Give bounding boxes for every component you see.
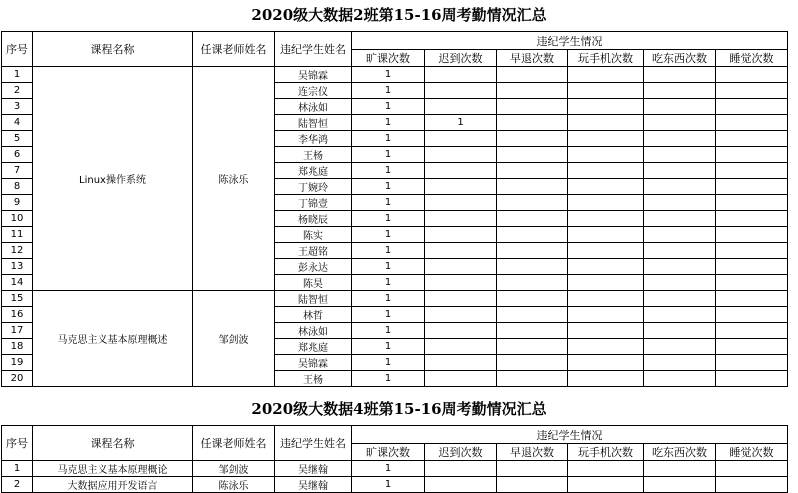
student-cell[interactable]: 丁婉玲 xyxy=(275,179,352,195)
phone-count-cell[interactable] xyxy=(568,275,644,291)
early-count-cell[interactable] xyxy=(497,323,568,339)
course-header[interactable]: 课程名称 xyxy=(33,426,193,461)
phone-count-cell[interactable] xyxy=(568,323,644,339)
early-count-cell[interactable] xyxy=(497,355,568,371)
student-cell[interactable]: 陈昊 xyxy=(275,275,352,291)
seq-cell[interactable]: 11 xyxy=(2,227,33,243)
phone-count-cell[interactable] xyxy=(568,243,644,259)
student-cell[interactable]: 郑兆庭 xyxy=(275,339,352,355)
late-count-cell[interactable]: 1 xyxy=(425,115,497,131)
student-cell[interactable]: 杨晓辰 xyxy=(275,211,352,227)
early-count-cell[interactable] xyxy=(497,83,568,99)
absent-count-cell[interactable]: 1 xyxy=(352,83,425,99)
phone-count-cell[interactable] xyxy=(568,211,644,227)
student-cell[interactable]: 王杨 xyxy=(275,371,352,387)
absent-count-cell[interactable]: 1 xyxy=(352,307,425,323)
student-cell[interactable]: 彭永达 xyxy=(275,259,352,275)
phone-count-cell[interactable] xyxy=(568,163,644,179)
phone-count-cell[interactable] xyxy=(568,355,644,371)
student-cell[interactable]: 林泳如 xyxy=(275,99,352,115)
absent-count-cell[interactable]: 1 xyxy=(352,147,425,163)
sleep-count-cell[interactable] xyxy=(716,195,788,211)
absent-count-header[interactable]: 旷课次数 xyxy=(352,50,425,67)
sleeping-count-header[interactable]: 睡觉次数 xyxy=(716,444,788,461)
early-count-cell[interactable] xyxy=(497,339,568,355)
early-count-cell[interactable] xyxy=(497,195,568,211)
phone-count-cell[interactable] xyxy=(568,227,644,243)
early-count-cell[interactable] xyxy=(497,99,568,115)
sleep-count-cell[interactable] xyxy=(716,339,788,355)
absent-count-cell[interactable]: 1 xyxy=(352,291,425,307)
late-count-cell[interactable] xyxy=(425,323,497,339)
late-count-cell[interactable] xyxy=(425,195,497,211)
seq-header[interactable]: 序号 xyxy=(2,32,33,67)
absent-count-header[interactable]: 旷课次数 xyxy=(352,444,425,461)
eat-count-cell[interactable] xyxy=(644,147,716,163)
table-row xyxy=(2,291,788,307)
student-header[interactable]: 违纪学生姓名 xyxy=(275,32,352,67)
phone-count-cell[interactable] xyxy=(568,83,644,99)
violation-group-header[interactable]: 违纪学生情况 xyxy=(352,32,788,50)
absent-count-cell[interactable]: 1 xyxy=(352,461,425,477)
late-count-cell[interactable] xyxy=(425,67,497,83)
early-count-cell[interactable] xyxy=(497,163,568,179)
student-cell[interactable]: 连宗仪 xyxy=(275,83,352,99)
seq-cell[interactable]: 20 xyxy=(2,371,33,387)
early-count-cell[interactable] xyxy=(497,179,568,195)
seq-cell[interactable]: 13 xyxy=(2,259,33,275)
eat-count-cell[interactable] xyxy=(644,323,716,339)
phone-count-cell[interactable] xyxy=(568,461,644,477)
student-cell[interactable]: 丁锦壹 xyxy=(275,195,352,211)
student-header[interactable]: 违纪学生姓名 xyxy=(275,426,352,461)
section-title: 2020级大数据2班第15-16周考勤情况汇总 xyxy=(251,6,547,24)
student-cell[interactable]: 李华鸿 xyxy=(275,131,352,147)
sleep-count-cell[interactable] xyxy=(716,83,788,99)
student-cell[interactable]: 王超铭 xyxy=(275,243,352,259)
seq-cell[interactable]: 2 xyxy=(2,83,33,99)
sleep-count-cell[interactable] xyxy=(716,461,788,477)
phone-count-cell[interactable] xyxy=(568,307,644,323)
absent-count-cell[interactable]: 1 xyxy=(352,163,425,179)
student-cell[interactable]: 陈实 xyxy=(275,227,352,243)
late-count-cell[interactable] xyxy=(425,83,497,99)
student-cell[interactable]: 林泳如 xyxy=(275,323,352,339)
eat-count-cell[interactable] xyxy=(644,291,716,307)
seq-cell[interactable]: 2 xyxy=(2,477,33,493)
course-header[interactable]: 课程名称 xyxy=(33,32,193,67)
sleeping-count-header[interactable]: 睡觉次数 xyxy=(716,50,788,67)
absent-count-cell[interactable]: 1 xyxy=(352,179,425,195)
sleep-count-cell[interactable] xyxy=(716,323,788,339)
early-count-cell[interactable] xyxy=(497,227,568,243)
sleep-count-cell[interactable] xyxy=(716,307,788,323)
table-row xyxy=(2,477,788,493)
sleep-count-cell[interactable] xyxy=(716,163,788,179)
late-count-header[interactable]: 迟到次数 xyxy=(425,444,497,461)
sleep-count-cell[interactable] xyxy=(716,243,788,259)
early-count-cell[interactable] xyxy=(497,259,568,275)
eat-count-cell[interactable] xyxy=(644,227,716,243)
seq-cell[interactable]: 14 xyxy=(2,275,33,291)
course-cell[interactable]: 马克思主义基本原理概述 xyxy=(33,291,193,387)
early-leave-count-header[interactable]: 早退次数 xyxy=(497,50,568,67)
student-cell[interactable]: 郑兆庭 xyxy=(275,163,352,179)
absent-count-cell[interactable]: 1 xyxy=(352,115,425,131)
eat-count-cell[interactable] xyxy=(644,461,716,477)
eat-count-cell[interactable] xyxy=(644,163,716,179)
early-count-cell[interactable] xyxy=(497,291,568,307)
phone-count-cell[interactable] xyxy=(568,99,644,115)
phone-count-cell[interactable] xyxy=(568,195,644,211)
seq-cell[interactable]: 18 xyxy=(2,339,33,355)
attendance-table xyxy=(1,31,788,387)
sleep-count-cell[interactable] xyxy=(716,67,788,83)
late-count-cell[interactable] xyxy=(425,259,497,275)
seq-cell[interactable]: 4 xyxy=(2,115,33,131)
violation-group-header[interactable]: 违纪学生情况 xyxy=(352,426,788,444)
sleep-count-cell[interactable] xyxy=(716,291,788,307)
late-count-cell[interactable] xyxy=(425,243,497,259)
early-count-cell[interactable] xyxy=(497,211,568,227)
seq-cell[interactable]: 16 xyxy=(2,307,33,323)
late-count-cell[interactable] xyxy=(425,339,497,355)
late-count-cell[interactable] xyxy=(425,163,497,179)
late-count-cell[interactable] xyxy=(425,147,497,163)
student-cell[interactable]: 吴锦霖 xyxy=(275,67,352,83)
course-cell[interactable]: 大数据应用开发语言 xyxy=(33,477,193,493)
student-cell[interactable]: 吴继翰 xyxy=(275,461,352,477)
eat-count-cell[interactable] xyxy=(644,371,716,387)
phone-count-cell[interactable] xyxy=(568,147,644,163)
absent-count-cell[interactable]: 1 xyxy=(352,477,425,493)
eat-count-cell[interactable] xyxy=(644,243,716,259)
seq-cell[interactable]: 3 xyxy=(2,99,33,115)
absent-count-cell[interactable]: 1 xyxy=(352,99,425,115)
eating-count-header[interactable]: 吃东西次数 xyxy=(644,444,716,461)
early-count-cell[interactable] xyxy=(497,243,568,259)
late-count-cell[interactable] xyxy=(425,355,497,371)
teacher-cell[interactable]: 邹剑波 xyxy=(193,291,275,387)
absent-count-cell[interactable]: 1 xyxy=(352,371,425,387)
teacher-cell[interactable]: 邹剑波 xyxy=(193,461,275,477)
phone-count-cell[interactable] xyxy=(568,179,644,195)
phone-count-cell[interactable] xyxy=(568,115,644,131)
teacher-cell[interactable]: 陈泳乐 xyxy=(193,67,275,291)
attendance-table xyxy=(1,425,788,493)
sleep-count-cell[interactable] xyxy=(716,99,788,115)
seq-cell[interactable]: 19 xyxy=(2,355,33,371)
absent-count-cell[interactable]: 1 xyxy=(352,131,425,147)
seq-cell[interactable]: 9 xyxy=(2,195,33,211)
early-count-cell[interactable] xyxy=(497,275,568,291)
seq-cell[interactable]: 8 xyxy=(2,179,33,195)
early-leave-count-header[interactable]: 早退次数 xyxy=(497,444,568,461)
seq-cell[interactable]: 12 xyxy=(2,243,33,259)
seq-header[interactable]: 序号 xyxy=(2,426,33,461)
early-count-cell[interactable] xyxy=(497,67,568,83)
late-count-cell[interactable] xyxy=(425,131,497,147)
eat-count-cell[interactable] xyxy=(644,259,716,275)
eat-count-cell[interactable] xyxy=(644,211,716,227)
absent-count-cell[interactable]: 1 xyxy=(352,243,425,259)
late-count-cell[interactable] xyxy=(425,307,497,323)
sleep-count-cell[interactable] xyxy=(716,131,788,147)
seq-cell[interactable]: 7 xyxy=(2,163,33,179)
sleep-count-cell[interactable] xyxy=(716,115,788,131)
early-count-cell[interactable] xyxy=(497,115,568,131)
student-cell[interactable]: 林哲 xyxy=(275,307,352,323)
phone-count-cell[interactable] xyxy=(568,291,644,307)
phone-count-cell[interactable] xyxy=(568,131,644,147)
student-cell[interactable]: 陆智恒 xyxy=(275,291,352,307)
phone-count-cell[interactable] xyxy=(568,259,644,275)
early-count-cell[interactable] xyxy=(497,477,568,493)
absent-count-cell[interactable]: 1 xyxy=(352,195,425,211)
absent-count-cell[interactable]: 1 xyxy=(352,67,425,83)
table-row xyxy=(2,461,788,477)
eating-count-header[interactable]: 吃东西次数 xyxy=(644,50,716,67)
sleep-count-cell[interactable] xyxy=(716,275,788,291)
absent-count-cell[interactable]: 1 xyxy=(352,227,425,243)
course-cell[interactable]: 马克思主义基本原理概论 xyxy=(33,461,193,477)
sleep-count-cell[interactable] xyxy=(716,259,788,275)
course-cell[interactable]: Linux操作系统 xyxy=(33,67,193,291)
student-cell[interactable]: 吴继翰 xyxy=(275,477,352,493)
eat-count-cell[interactable] xyxy=(644,131,716,147)
absent-count-cell[interactable]: 1 xyxy=(352,259,425,275)
phone-count-cell[interactable] xyxy=(568,371,644,387)
teacher-header[interactable]: 任课老师姓名 xyxy=(193,426,275,461)
late-count-cell[interactable] xyxy=(425,371,497,387)
phone-count-cell[interactable] xyxy=(568,67,644,83)
sleep-count-cell[interactable] xyxy=(716,355,788,371)
absent-count-cell[interactable]: 1 xyxy=(352,211,425,227)
early-count-cell[interactable] xyxy=(497,131,568,147)
absent-count-cell[interactable]: 1 xyxy=(352,355,425,371)
student-cell[interactable]: 吴锦霖 xyxy=(275,355,352,371)
eat-count-cell[interactable] xyxy=(644,67,716,83)
absent-count-cell[interactable]: 1 xyxy=(352,339,425,355)
student-cell[interactable]: 王杨 xyxy=(275,147,352,163)
sleep-count-cell[interactable] xyxy=(716,227,788,243)
sleep-count-cell[interactable] xyxy=(716,179,788,195)
late-count-cell[interactable] xyxy=(425,179,497,195)
absent-count-cell[interactable]: 1 xyxy=(352,323,425,339)
section-title: 2020级大数据4班第15-16周考勤情况汇总 xyxy=(251,400,547,418)
seq-cell[interactable]: 10 xyxy=(2,211,33,227)
early-count-cell[interactable] xyxy=(497,307,568,323)
table-row xyxy=(2,67,788,83)
late-count-cell[interactable] xyxy=(425,275,497,291)
sleep-count-cell[interactable] xyxy=(716,371,788,387)
seq-cell[interactable]: 15 xyxy=(2,291,33,307)
eat-count-cell[interactable] xyxy=(644,477,716,493)
eat-count-cell[interactable] xyxy=(644,307,716,323)
seq-cell[interactable]: 5 xyxy=(2,131,33,147)
sleep-count-cell[interactable] xyxy=(716,147,788,163)
early-count-cell[interactable] xyxy=(497,371,568,387)
early-count-cell[interactable] xyxy=(497,147,568,163)
student-cell[interactable]: 陆智恒 xyxy=(275,115,352,131)
header-row xyxy=(2,426,788,444)
eat-count-cell[interactable] xyxy=(644,355,716,371)
late-count-cell[interactable] xyxy=(425,227,497,243)
late-count-cell[interactable] xyxy=(425,477,497,493)
seq-cell[interactable]: 1 xyxy=(2,461,33,477)
seq-cell[interactable]: 6 xyxy=(2,147,33,163)
teacher-cell[interactable]: 陈泳乐 xyxy=(193,477,275,493)
phone-count-header[interactable]: 玩手机次数 xyxy=(568,50,644,67)
eat-count-cell[interactable] xyxy=(644,115,716,131)
eat-count-cell[interactable] xyxy=(644,195,716,211)
sleep-count-cell[interactable] xyxy=(716,211,788,227)
late-count-cell[interactable] xyxy=(425,99,497,115)
absent-count-cell[interactable]: 1 xyxy=(352,275,425,291)
late-count-cell[interactable] xyxy=(425,291,497,307)
eat-count-cell[interactable] xyxy=(644,275,716,291)
seq-cell[interactable]: 17 xyxy=(2,323,33,339)
teacher-header[interactable]: 任课老师姓名 xyxy=(193,32,275,67)
phone-count-cell[interactable] xyxy=(568,339,644,355)
early-count-cell[interactable] xyxy=(497,461,568,477)
eat-count-cell[interactable] xyxy=(644,99,716,115)
seq-cell[interactable]: 1 xyxy=(2,67,33,83)
header-row xyxy=(2,32,788,50)
phone-count-header[interactable]: 玩手机次数 xyxy=(568,444,644,461)
late-count-cell[interactable] xyxy=(425,461,497,477)
eat-count-cell[interactable] xyxy=(644,83,716,99)
late-count-cell[interactable] xyxy=(425,211,497,227)
late-count-header[interactable]: 迟到次数 xyxy=(425,50,497,67)
sleep-count-cell[interactable] xyxy=(716,477,788,493)
eat-count-cell[interactable] xyxy=(644,339,716,355)
phone-count-cell[interactable] xyxy=(568,477,644,493)
eat-count-cell[interactable] xyxy=(644,179,716,195)
